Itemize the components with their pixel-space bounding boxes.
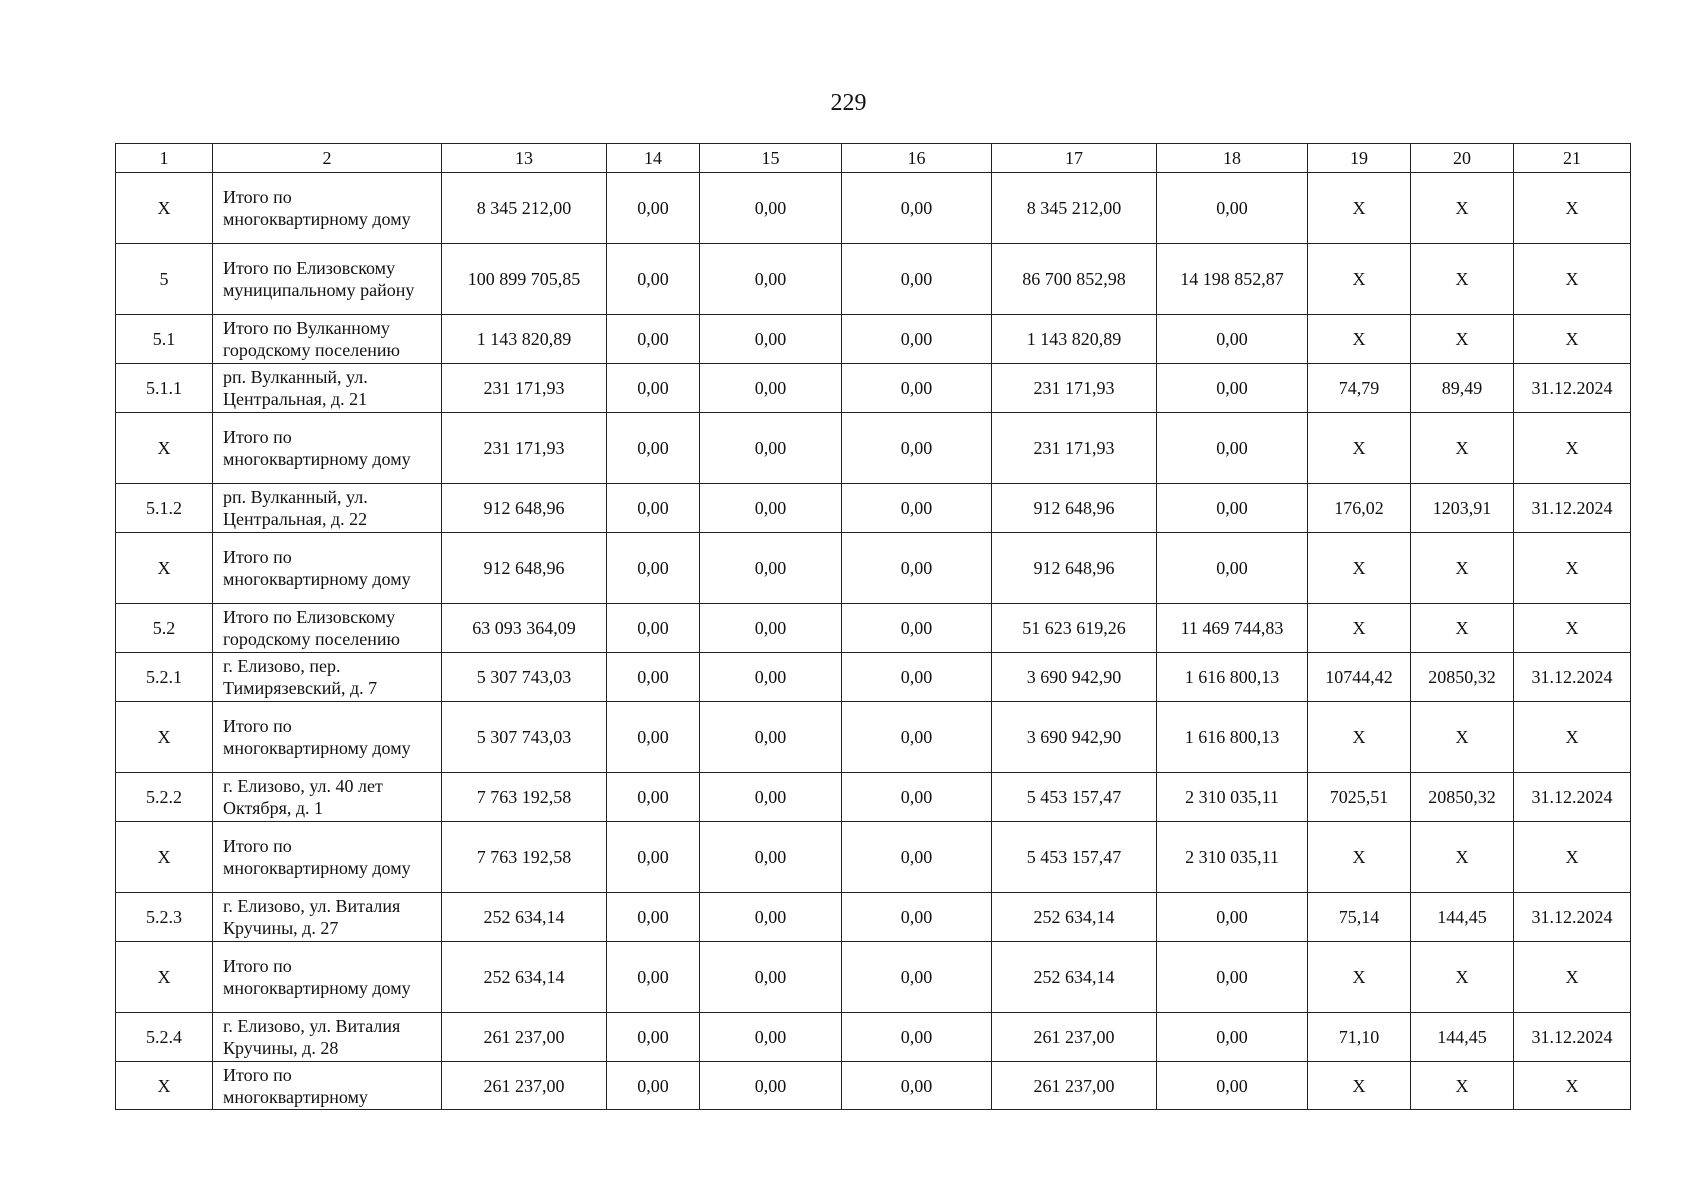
row-number-cell: X bbox=[116, 702, 213, 773]
table-cell: 144,45 bbox=[1411, 1013, 1514, 1062]
column-header: 19 bbox=[1308, 144, 1411, 173]
table-cell: 7 763 192,58 bbox=[442, 773, 607, 822]
table-cell: 0,00 bbox=[700, 413, 842, 484]
table-row bbox=[116, 173, 1631, 244]
table-cell: 0,00 bbox=[700, 893, 842, 942]
table-cell: X bbox=[1514, 822, 1631, 893]
column-header: 14 bbox=[607, 144, 700, 173]
column-header: 13 bbox=[442, 144, 607, 173]
table-row bbox=[116, 604, 1631, 653]
table-cell: 0,00 bbox=[842, 364, 992, 413]
table-cell: 0,00 bbox=[842, 533, 992, 604]
table-cell: 0,00 bbox=[607, 533, 700, 604]
column-header: 16 bbox=[842, 144, 992, 173]
row-number-cell: 5.1.1 bbox=[116, 364, 213, 413]
table-cell: 1203,91 bbox=[1411, 484, 1514, 533]
row-number-cell: 5.2.1 bbox=[116, 653, 213, 702]
table-cell: X bbox=[1308, 702, 1411, 773]
table-cell: 0,00 bbox=[607, 702, 700, 773]
column-header: 17 bbox=[992, 144, 1157, 173]
table-cell: 71,10 bbox=[1308, 1013, 1411, 1062]
table-cell: 10744,42 bbox=[1308, 653, 1411, 702]
table-cell: 0,00 bbox=[700, 822, 842, 893]
column-header: 1 bbox=[116, 144, 213, 173]
row-number-cell: 5.2 bbox=[116, 604, 213, 653]
table-cell: X bbox=[1514, 702, 1631, 773]
table-cell: X bbox=[1308, 942, 1411, 1013]
table-row bbox=[116, 533, 1631, 604]
table-cell: X bbox=[1411, 702, 1514, 773]
table-cell: 0,00 bbox=[607, 315, 700, 364]
table-row bbox=[116, 315, 1631, 364]
table-cell: X bbox=[1411, 315, 1514, 364]
table-cell: 144,45 bbox=[1411, 893, 1514, 942]
table-cell: 0,00 bbox=[842, 244, 992, 315]
row-name-cell: Итого по Вулканному городскому поселению bbox=[213, 315, 442, 364]
table-cell: X bbox=[1411, 942, 1514, 1013]
table-header-row bbox=[116, 144, 1631, 173]
table-cell: 0,00 bbox=[1157, 364, 1308, 413]
row-name-cell: г. Елизово, ул. Виталия Кручины, д. 27 bbox=[213, 893, 442, 942]
row-number-cell: X bbox=[116, 942, 213, 1013]
table-cell: 5 307 743,03 bbox=[442, 653, 607, 702]
table-cell: 0,00 bbox=[842, 173, 992, 244]
table-cell: 5 307 743,03 bbox=[442, 702, 607, 773]
table-cell: X bbox=[1411, 413, 1514, 484]
table-cell: 7 763 192,58 bbox=[442, 822, 607, 893]
table-cell: 0,00 bbox=[1157, 1062, 1308, 1110]
table-cell: 8 345 212,00 bbox=[992, 173, 1157, 244]
table-cell: 0,00 bbox=[607, 484, 700, 533]
table-cell: 31.12.2024 bbox=[1514, 1013, 1631, 1062]
table-cell: 7025,51 bbox=[1308, 773, 1411, 822]
row-number-cell: 5.1.2 bbox=[116, 484, 213, 533]
table-cell: 252 634,14 bbox=[442, 942, 607, 1013]
row-name-cell: Итого по многоквартирному дому bbox=[213, 173, 442, 244]
table-cell: 912 648,96 bbox=[442, 533, 607, 604]
table-row bbox=[116, 702, 1631, 773]
table-cell: 20850,32 bbox=[1411, 773, 1514, 822]
table-cell: 0,00 bbox=[700, 702, 842, 773]
row-name-cell: г. Елизово, ул. Виталия Кручины, д. 28 bbox=[213, 1013, 442, 1062]
row-name-cell: Итого по многоквартирному дому bbox=[213, 702, 442, 773]
row-name-cell: г. Елизово, ул. 40 лет Октября, д. 1 bbox=[213, 773, 442, 822]
table-row bbox=[116, 773, 1631, 822]
table-cell: X bbox=[1308, 604, 1411, 653]
table-cell: 912 648,96 bbox=[992, 533, 1157, 604]
table-cell: 0,00 bbox=[607, 1013, 700, 1062]
column-header: 21 bbox=[1514, 144, 1631, 173]
table-cell: 1 616 800,13 bbox=[1157, 653, 1308, 702]
table-cell: 89,49 bbox=[1411, 364, 1514, 413]
table-cell: 0,00 bbox=[700, 773, 842, 822]
table-cell: 3 690 942,90 bbox=[992, 702, 1157, 773]
row-number-cell: 5 bbox=[116, 244, 213, 315]
table-cell: X bbox=[1411, 533, 1514, 604]
table-cell: 0,00 bbox=[607, 173, 700, 244]
table-cell: 63 093 364,09 bbox=[442, 604, 607, 653]
table-cell: 176,02 bbox=[1308, 484, 1411, 533]
table-cell: 261 237,00 bbox=[992, 1062, 1157, 1110]
table-cell: 261 237,00 bbox=[992, 1013, 1157, 1062]
table-cell: 231 171,93 bbox=[992, 364, 1157, 413]
table-cell: 0,00 bbox=[700, 364, 842, 413]
table-row bbox=[116, 1013, 1631, 1062]
table-cell: X bbox=[1514, 315, 1631, 364]
row-number-cell: 5.1 bbox=[116, 315, 213, 364]
table-cell: 20850,32 bbox=[1411, 653, 1514, 702]
table-cell: 75,14 bbox=[1308, 893, 1411, 942]
table-cell: 5 453 157,47 bbox=[992, 822, 1157, 893]
table-cell: X bbox=[1308, 315, 1411, 364]
table-cell: X bbox=[1514, 1062, 1631, 1110]
table-cell: 0,00 bbox=[842, 702, 992, 773]
row-name-cell: Итого по многоквартирному bbox=[213, 1062, 442, 1110]
table-cell: 8 345 212,00 bbox=[442, 173, 607, 244]
table-cell: 0,00 bbox=[842, 942, 992, 1013]
data-table bbox=[115, 143, 1631, 1110]
table-cell: 0,00 bbox=[1157, 413, 1308, 484]
row-number-cell: 5.2.3 bbox=[116, 893, 213, 942]
table-row bbox=[116, 1062, 1631, 1110]
row-name-cell: рп. Вулканный, ул. Центральная, д. 22 bbox=[213, 484, 442, 533]
table-cell: 0,00 bbox=[607, 1062, 700, 1110]
table-cell: X bbox=[1308, 1062, 1411, 1110]
row-name-cell: Итого по Елизовскому муниципальному району bbox=[213, 244, 442, 315]
table-cell: 0,00 bbox=[842, 773, 992, 822]
table-cell: 0,00 bbox=[1157, 1013, 1308, 1062]
table-cell: 74,79 bbox=[1308, 364, 1411, 413]
table-cell: 231 171,93 bbox=[442, 364, 607, 413]
table-cell: X bbox=[1308, 533, 1411, 604]
table-row bbox=[116, 413, 1631, 484]
table-cell: 0,00 bbox=[700, 1013, 842, 1062]
table-cell: X bbox=[1514, 413, 1631, 484]
table-cell: 231 171,93 bbox=[442, 413, 607, 484]
table-cell: 0,00 bbox=[700, 315, 842, 364]
column-header: 2 bbox=[213, 144, 442, 173]
table-cell: 0,00 bbox=[607, 364, 700, 413]
table-row bbox=[116, 244, 1631, 315]
table-cell: 252 634,14 bbox=[992, 942, 1157, 1013]
column-header: 20 bbox=[1411, 144, 1514, 173]
table-cell: X bbox=[1514, 942, 1631, 1013]
table-cell: X bbox=[1514, 604, 1631, 653]
row-number-cell: X bbox=[116, 822, 213, 893]
table-cell: 14 198 852,87 bbox=[1157, 244, 1308, 315]
table-cell: X bbox=[1411, 244, 1514, 315]
table-cell: 2 310 035,11 bbox=[1157, 822, 1308, 893]
row-name-cell: Итого по многоквартирному дому bbox=[213, 942, 442, 1013]
table-cell: 5 453 157,47 bbox=[992, 773, 1157, 822]
table-cell: 0,00 bbox=[1157, 173, 1308, 244]
table-cell: 3 690 942,90 bbox=[992, 653, 1157, 702]
table-cell: 261 237,00 bbox=[442, 1013, 607, 1062]
row-name-cell: г. Елизово, пер. Тимирязевский, д. 7 bbox=[213, 653, 442, 702]
table-cell: X bbox=[1514, 244, 1631, 315]
table-cell: 0,00 bbox=[1157, 893, 1308, 942]
table-cell: 86 700 852,98 bbox=[992, 244, 1157, 315]
row-number-cell: X bbox=[116, 533, 213, 604]
table-cell: 0,00 bbox=[842, 653, 992, 702]
table-cell: 0,00 bbox=[607, 604, 700, 653]
table-cell: 0,00 bbox=[842, 1062, 992, 1110]
table-cell: 0,00 bbox=[842, 413, 992, 484]
row-number-cell: 5.2.4 bbox=[116, 1013, 213, 1062]
table-cell: 0,00 bbox=[1157, 315, 1308, 364]
row-name-cell: Итого по многоквартирному дому bbox=[213, 413, 442, 484]
column-header: 18 bbox=[1157, 144, 1308, 173]
row-number-cell: X bbox=[116, 413, 213, 484]
table-cell: 0,00 bbox=[607, 653, 700, 702]
table-cell: 0,00 bbox=[607, 893, 700, 942]
table-cell: 0,00 bbox=[1157, 942, 1308, 1013]
table-cell: X bbox=[1514, 533, 1631, 604]
table-cell: 31.12.2024 bbox=[1514, 364, 1631, 413]
table-cell: 51 623 619,26 bbox=[992, 604, 1157, 653]
table-cell: X bbox=[1308, 413, 1411, 484]
table-cell: 31.12.2024 bbox=[1514, 653, 1631, 702]
table-row bbox=[116, 364, 1631, 413]
table-cell: 912 648,96 bbox=[442, 484, 607, 533]
table-cell: 252 634,14 bbox=[442, 893, 607, 942]
table-row bbox=[116, 653, 1631, 702]
table-cell: 0,00 bbox=[842, 604, 992, 653]
table-row bbox=[116, 822, 1631, 893]
table-cell: 100 899 705,85 bbox=[442, 244, 607, 315]
table-cell: 0,00 bbox=[607, 413, 700, 484]
table-cell: 0,00 bbox=[842, 484, 992, 533]
table-cell: 0,00 bbox=[607, 822, 700, 893]
table-cell: X bbox=[1308, 822, 1411, 893]
table-cell: 31.12.2024 bbox=[1514, 773, 1631, 822]
table-cell: 261 237,00 bbox=[442, 1062, 607, 1110]
row-name-cell: Итого по Елизовскому городскому поселению bbox=[213, 604, 442, 653]
page-number: 229 bbox=[830, 90, 867, 116]
table-cell: 0,00 bbox=[700, 533, 842, 604]
table-cell: 0,00 bbox=[700, 244, 842, 315]
row-number-cell: 5.2.2 bbox=[116, 773, 213, 822]
table-cell: 0,00 bbox=[607, 942, 700, 1013]
table-cell: X bbox=[1308, 173, 1411, 244]
table-cell: 912 648,96 bbox=[992, 484, 1157, 533]
table-cell: X bbox=[1411, 173, 1514, 244]
table-cell: 252 634,14 bbox=[992, 893, 1157, 942]
table-cell: X bbox=[1308, 244, 1411, 315]
table-cell: 0,00 bbox=[700, 484, 842, 533]
row-name-cell: Итого по многоквартирному дому bbox=[213, 533, 442, 604]
table-cell: 0,00 bbox=[700, 604, 842, 653]
table-cell: 1 143 820,89 bbox=[442, 315, 607, 364]
table-row bbox=[116, 893, 1631, 942]
table-cell: 0,00 bbox=[842, 893, 992, 942]
table-cell: 231 171,93 bbox=[992, 413, 1157, 484]
table-cell: X bbox=[1411, 822, 1514, 893]
table-cell: X bbox=[1514, 173, 1631, 244]
table-body bbox=[116, 144, 1631, 1110]
table-cell: 1 616 800,13 bbox=[1157, 702, 1308, 773]
row-name-cell: Итого по многоквартирному дому bbox=[213, 822, 442, 893]
row-number-cell: X bbox=[116, 1062, 213, 1110]
table-cell: 0,00 bbox=[842, 315, 992, 364]
table-cell: 0,00 bbox=[700, 173, 842, 244]
table-cell: 0,00 bbox=[607, 773, 700, 822]
table-cell: 31.12.2024 bbox=[1514, 484, 1631, 533]
table-row bbox=[116, 942, 1631, 1013]
row-number-cell: X bbox=[116, 173, 213, 244]
row-name-cell: рп. Вулканный, ул. Центральная, д. 21 bbox=[213, 364, 442, 413]
table-cell: 0,00 bbox=[842, 1013, 992, 1062]
table-cell: X bbox=[1411, 604, 1514, 653]
table-cell: 31.12.2024 bbox=[1514, 893, 1631, 942]
column-header: 15 bbox=[700, 144, 842, 173]
table-cell: X bbox=[1411, 1062, 1514, 1110]
table-cell: 11 469 744,83 bbox=[1157, 604, 1308, 653]
table-cell: 2 310 035,11 bbox=[1157, 773, 1308, 822]
table-cell: 0,00 bbox=[700, 942, 842, 1013]
table-cell: 0,00 bbox=[700, 653, 842, 702]
table-cell: 0,00 bbox=[1157, 484, 1308, 533]
table-cell: 0,00 bbox=[700, 1062, 842, 1110]
table-row bbox=[116, 484, 1631, 533]
table-cell: 0,00 bbox=[842, 822, 992, 893]
table-cell: 0,00 bbox=[1157, 533, 1308, 604]
table-cell: 0,00 bbox=[607, 244, 700, 315]
table-cell: 1 143 820,89 bbox=[992, 315, 1157, 364]
